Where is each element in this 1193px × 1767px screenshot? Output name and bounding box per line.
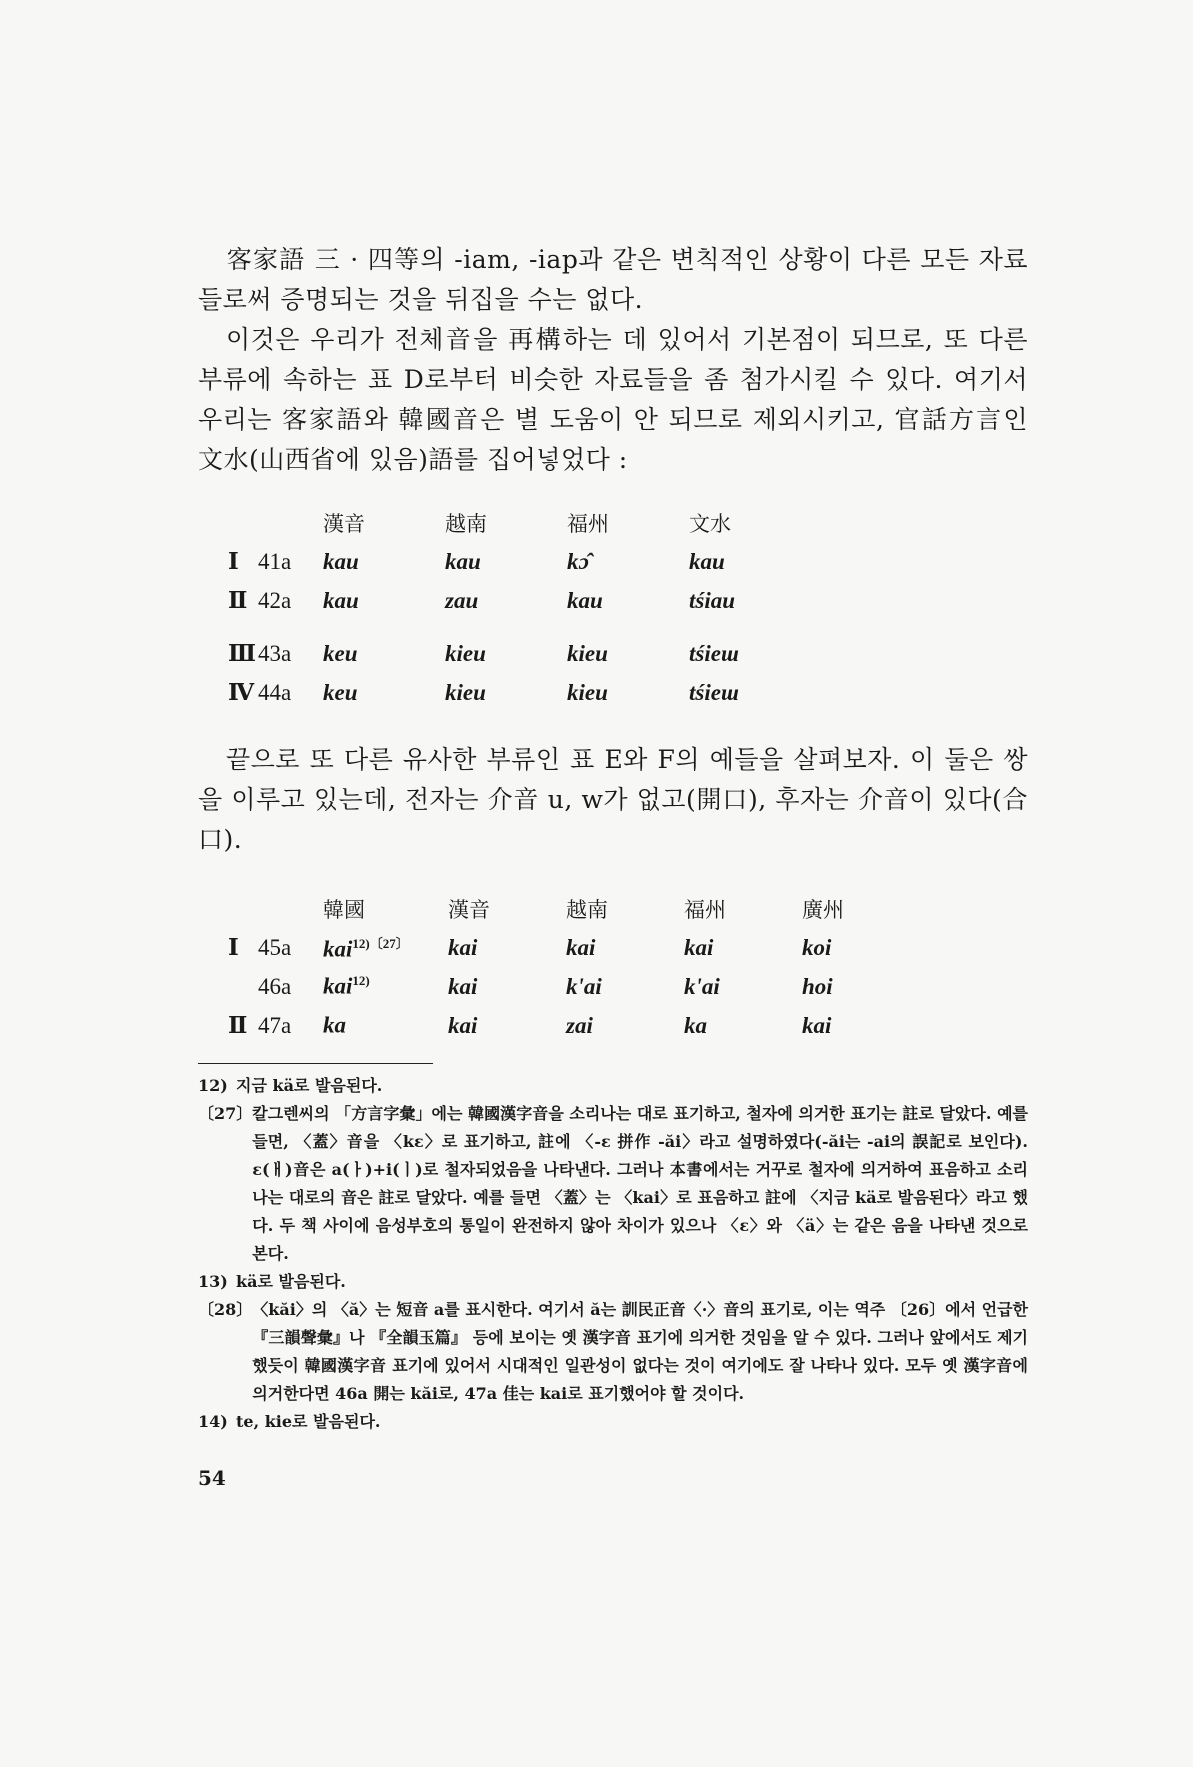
table-row [228,928,1028,967]
col-header: 文水 [689,512,731,536]
cell: tśiau [689,587,736,613]
table-1 [228,504,1028,712]
cell: kau [323,548,359,574]
cell: kai [566,934,596,960]
cell: kau [567,587,603,613]
cell: kai$^{12)〔27〕}$ [323,935,409,962]
cell: kai [448,973,478,999]
cell: koi [802,934,832,960]
footnote: 〔27〕 칼그렌씨의 「方言字彙」에는 韓國漢字音을 소리나는 대로 표기하고, 철자에 의거한 표기는 註로 달았다. 예를 들면, 〈蓋〉音을 〈kɛ〉로 표기하고, 註에 〈-ɛ 拼作 -ăi〉라고 설명하였다(-ăi는 -ai의 誤記로 보인다). ɛ(ㅐ)音은 a(ㅏ)+i(ㅣ)로 철자되었음을 나타낸다. 그러나 本書에서는 거꾸로 철자에 의거하여 표음하고 소리나는 대로의 音은 註로 달았다. 예를 들면 〈蓋〉는 〈kai〉로 표음하고 註에 〈지금 kä로 발음된다〉라고 했다. 두 책 사이에 음성부호의 통일이 완전하지 않아 차이가 있으나 〈ɛ〉와 〈ä〉는 같은 음을 나타낸 것으로 본다. [198,1104,1028,1263]
cell: zau [445,587,479,613]
row-grade: Ⅳ [228,679,255,706]
cell: ka [323,1012,346,1038]
footnote: 14) te, kie로 발음된다. [198,1412,381,1431]
table-2 [228,890,1028,1045]
row-number: 42a [258,587,292,613]
row-grade: Ⅱ [228,1012,248,1039]
col-header: 福州 [684,898,726,922]
col-header: 越南 [566,898,608,922]
table-1-header [228,504,1028,542]
cell: kai [448,934,478,960]
cell: kai [684,934,714,960]
cell: kieu [567,679,608,705]
footnote-ref: 12)〔27〕 [352,935,409,951]
col-header: 漢音 [448,898,490,922]
cell: k'ai [684,973,720,999]
footnote: 〔28〕 〈kăi〉의 〈ă〉는 短音 a를 표시한다. 여기서 ă는 訓民正音〈·〉音의 표기로, 이는 역주 〔26〕에서 언급한 『三韻聲彙』나 『全韻玉篇』 등에 보이는 옛 漢字音 표기에 의거한 것임을 알 수 있다. 그러나 앞에서도 제기했듯이 韓國漢字音 표기에 있어서 시대적인 일관성이 없다는 것이 여기에도 잘 나타나 있다. 모두 옛 漢字音에 의거한다면 46a 開는 kăi로, 47a 佳는 kai로 표기했어야 할 것이다. [198,1300,1028,1403]
cell: zai [566,1012,593,1038]
footnote-ref: 12) [352,973,370,989]
cell: ka [684,1012,707,1038]
cell: k'ai [566,973,602,999]
page-number: 54 [198,1466,226,1490]
table-row [228,634,1028,673]
row-number: 46a [258,973,292,999]
footnote: 12) 지금 kä로 발음된다. [198,1076,383,1095]
paragraph-1: 客家語 三 · 四等의 -iam, -iap과 같은 변칙적인 상황이 다른 모든 자료들로써 증명되는 것을 뒤집을 수는 없다. [198,245,1028,314]
row-grade: Ⅲ [228,640,257,667]
row-grade: Ⅰ [228,548,239,575]
cell: keu [323,679,358,705]
footnotes [198,1072,1028,1436]
table-row [228,967,1028,1006]
row-grade: Ⅱ [228,587,248,614]
page-content [198,240,1028,1490]
row-number: 45a [258,934,292,960]
cell: kieu [445,679,486,705]
row-number: 41a [258,548,292,574]
cell: kieu [567,640,608,666]
col-header: 福州 [567,512,609,536]
table-2-header [228,890,1028,928]
cell: hoi [802,973,833,999]
col-header: 越南 [445,512,487,536]
cell: kau [323,587,359,613]
table-row [228,581,1028,620]
table-row [228,673,1028,712]
table-row [228,542,1028,581]
row-number: 47a [258,1012,292,1038]
cell: kieu [445,640,486,666]
footnote-divider [198,1063,433,1064]
cell: keu [323,640,358,666]
cell: kau [445,548,481,574]
col-header: 漢音 [323,512,365,536]
cell: kai [448,1012,478,1038]
row-grade: Ⅰ [228,934,239,961]
cell: kai$^{12)}$ [323,973,370,999]
cell: tśieɯ [689,679,739,705]
cell: kɔ̂ [567,548,589,574]
col-header: 廣州 [802,898,844,922]
col-header: 韓國 [323,898,365,922]
footnote: 13) kä로 발음된다. [198,1272,346,1291]
paragraph-2: 이것은 우리가 전체音을 再構하는 데 있어서 기본점이 되므로, 또 다른 부류에 속하는 표 D로부터 비슷한 자료들을 좀 첨가시킬 수 있다. 여기서 우리는 客家語와 韓國音은 별 도움이 안 되므로 제외시키고, 官話方言인 文水(山西省에 있음)語를 집어넣었다 : [198,325,1028,474]
table-row [228,1006,1028,1045]
cell: kau [689,548,725,574]
row-number: 43a [258,640,292,666]
row-number: 44a [258,679,292,705]
cell: tśieɯ [689,640,739,666]
paragraph-3: 끝으로 또 다른 유사한 부류인 표 E와 F의 예들을 살펴보자. 이 둘은 쌍을 이루고 있는데, 전자는 介音 u, w가 없고(開口), 후자는 介音이 있다(合口). [198,745,1028,854]
cell: kai [802,1012,832,1038]
